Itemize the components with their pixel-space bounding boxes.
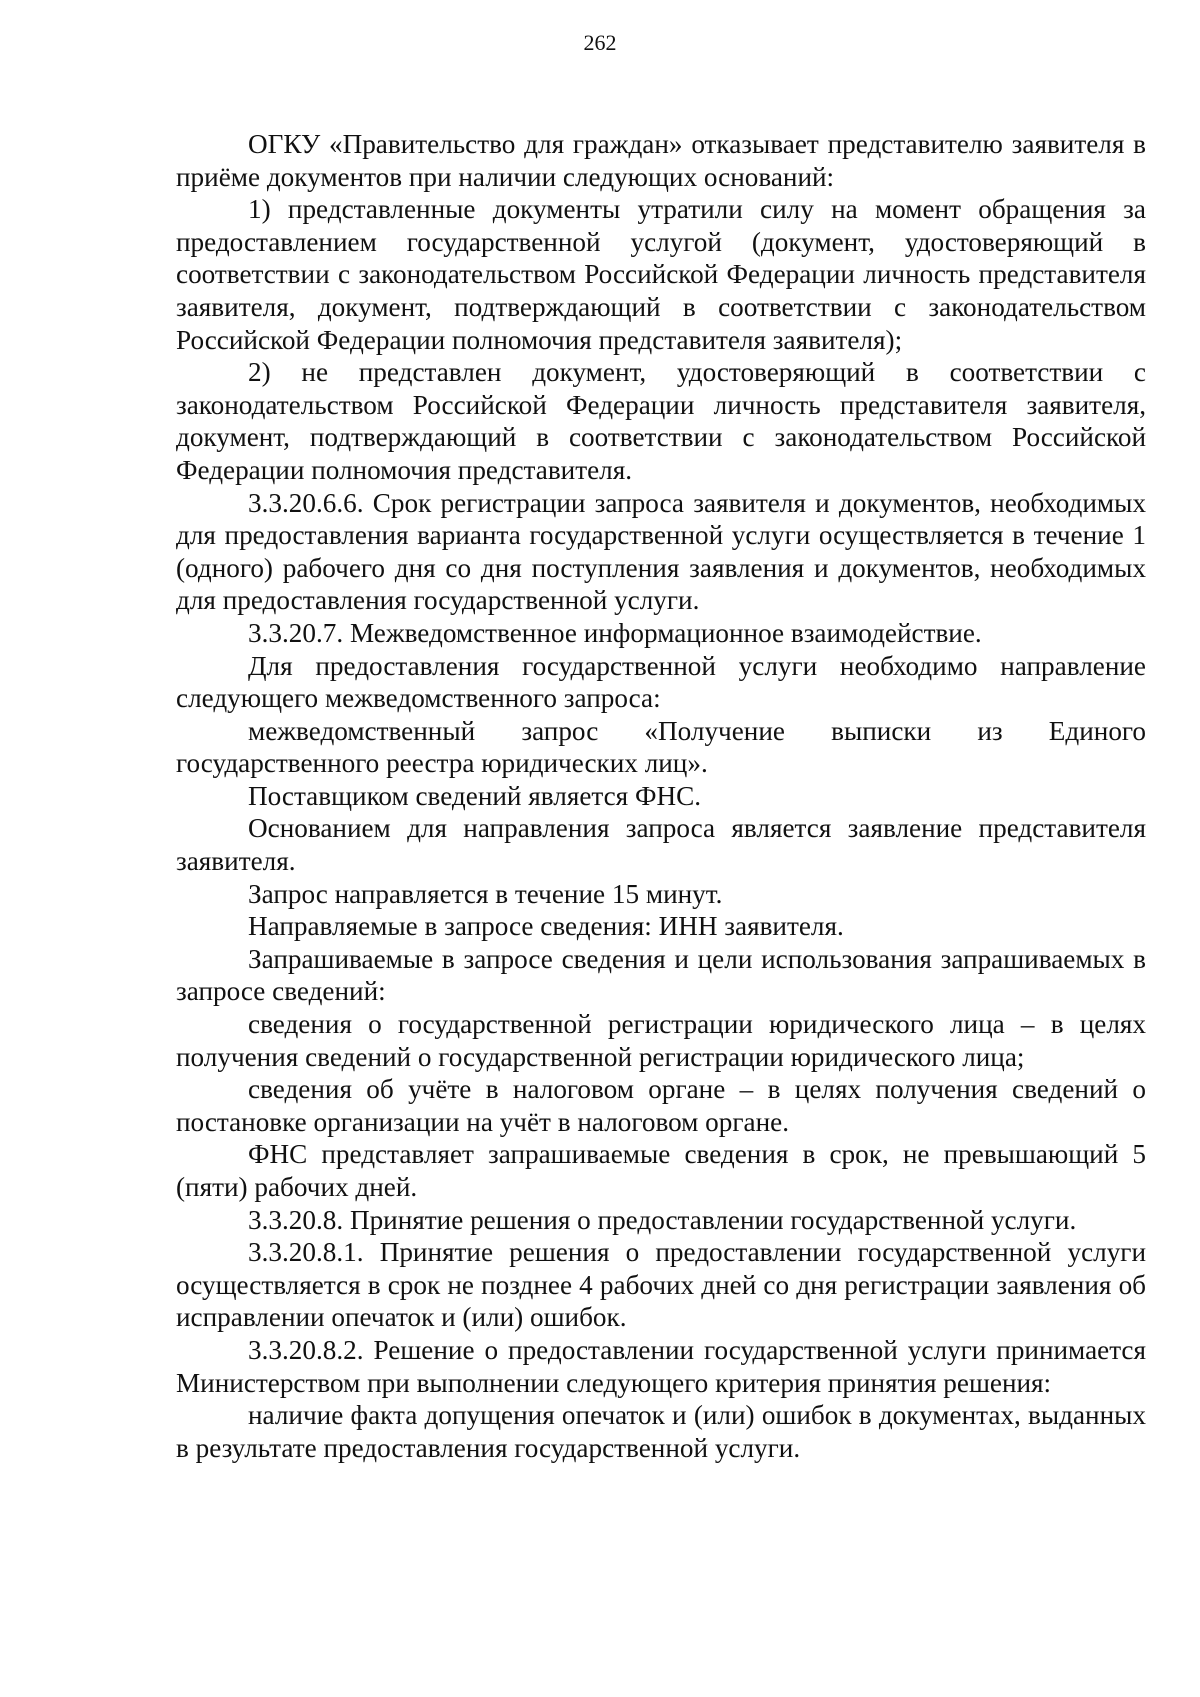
paragraph-requested-data: Запрашиваемые в запросе сведения и цели использования запрашиваемых в запросе сведений: <box>176 943 1146 1007</box>
paragraph-sent-data: Направляемые в запросе сведения: ИНН заявителя. <box>248 911 844 942</box>
document-body <box>176 128 1146 1464</box>
paragraph-refusal-grounds: ОГКУ «Правительство для граждан» отказывает представителю заявителя в приёме документов при наличии следующих оснований: <box>176 129 1146 192</box>
paragraph-tax-registration-info: сведения об учёте в налоговом органе – в целях получения сведений о постановке организации на учёт в налоговом органе. <box>176 1074 1146 1137</box>
paragraph-registration-info: сведения о государственной регистрации юридического лица – в целях получения сведений о государственной регистрации юридического лица; <box>176 1009 1146 1072</box>
paragraph-ground-1: 1) представленные документы утратили силу на момент обращения за предоставлением государственной услугой (документ, удостоверяющий в соответствии с законодательством Российской Федерации личность представителя заявителя, документ, подтверждающий в соответствии с законодательством Российской Федерации полномочия представителя заявителя); <box>176 194 1146 355</box>
paragraph-3-3-20-7: 3.3.20.7. Межведомственное информационное взаимодействие. <box>248 617 982 648</box>
paragraph-3-3-20-8-1: 3.3.20.8.1. Принятие решения о предоставлении государственной услуги осуществляется в срок не позднее 4 рабочих дней со дня регистрации заявления об исправлении опечаток и (или) ошибок. <box>176 1237 1146 1333</box>
paragraph-3-3-20-6-6: 3.3.20.6.6. Срок регистрации запроса заявителя и документов, необходимых для предоставления варианта государственной услуги осуществляется в течение 1 (одного) рабочего дня со дня поступления заявления и документов, необходимых для предоставления государственной услуги. <box>176 487 1146 616</box>
paragraph-3-3-20-8: 3.3.20.8. Принятие решения о предоставлении государственной услуги. <box>248 1204 1077 1235</box>
paragraph-request-timing: Запрос направляется в течение 15 минут. <box>248 878 723 909</box>
paragraph-interagency-request: Для предоставления государственной услуги необходимо направление следующего межведомственного запроса: <box>176 650 1146 714</box>
paragraph-egrul-request: межведомственный запрос «Получение выписки из Единого государственного реестра юридических лиц». <box>176 715 1146 779</box>
paragraph-fns-deadline: ФНС представляет запрашиваемые сведения в срок, не превышающий 5 (пяти) рабочих дней. <box>176 1139 1146 1202</box>
paragraph-decision-criterion: наличие факта допущения опечаток и (или) ошибок в документах, выданных в результате предоставления государственной услуги. <box>176 1400 1146 1463</box>
page-number: 262 <box>583 30 617 55</box>
paragraph-provider: Поставщиком сведений является ФНС. <box>248 780 702 811</box>
paragraph-request-basis: Основанием для направления запроса является заявление представителя заявителя. <box>176 813 1146 877</box>
paragraph-ground-2: 2) не представлен документ, удостоверяющий в соответствии с законодательством Российской Федерации личность представителя заявителя, документ, подтверждающий в соответствии с законодательством Российской Федерации полномочия представителя. <box>176 357 1146 485</box>
paragraph-3-3-20-8-2: 3.3.20.8.2. Решение о предоставлении государственной услуги принимается Министерством при выполнении следующего критерия принятия решения: <box>176 1334 1146 1398</box>
